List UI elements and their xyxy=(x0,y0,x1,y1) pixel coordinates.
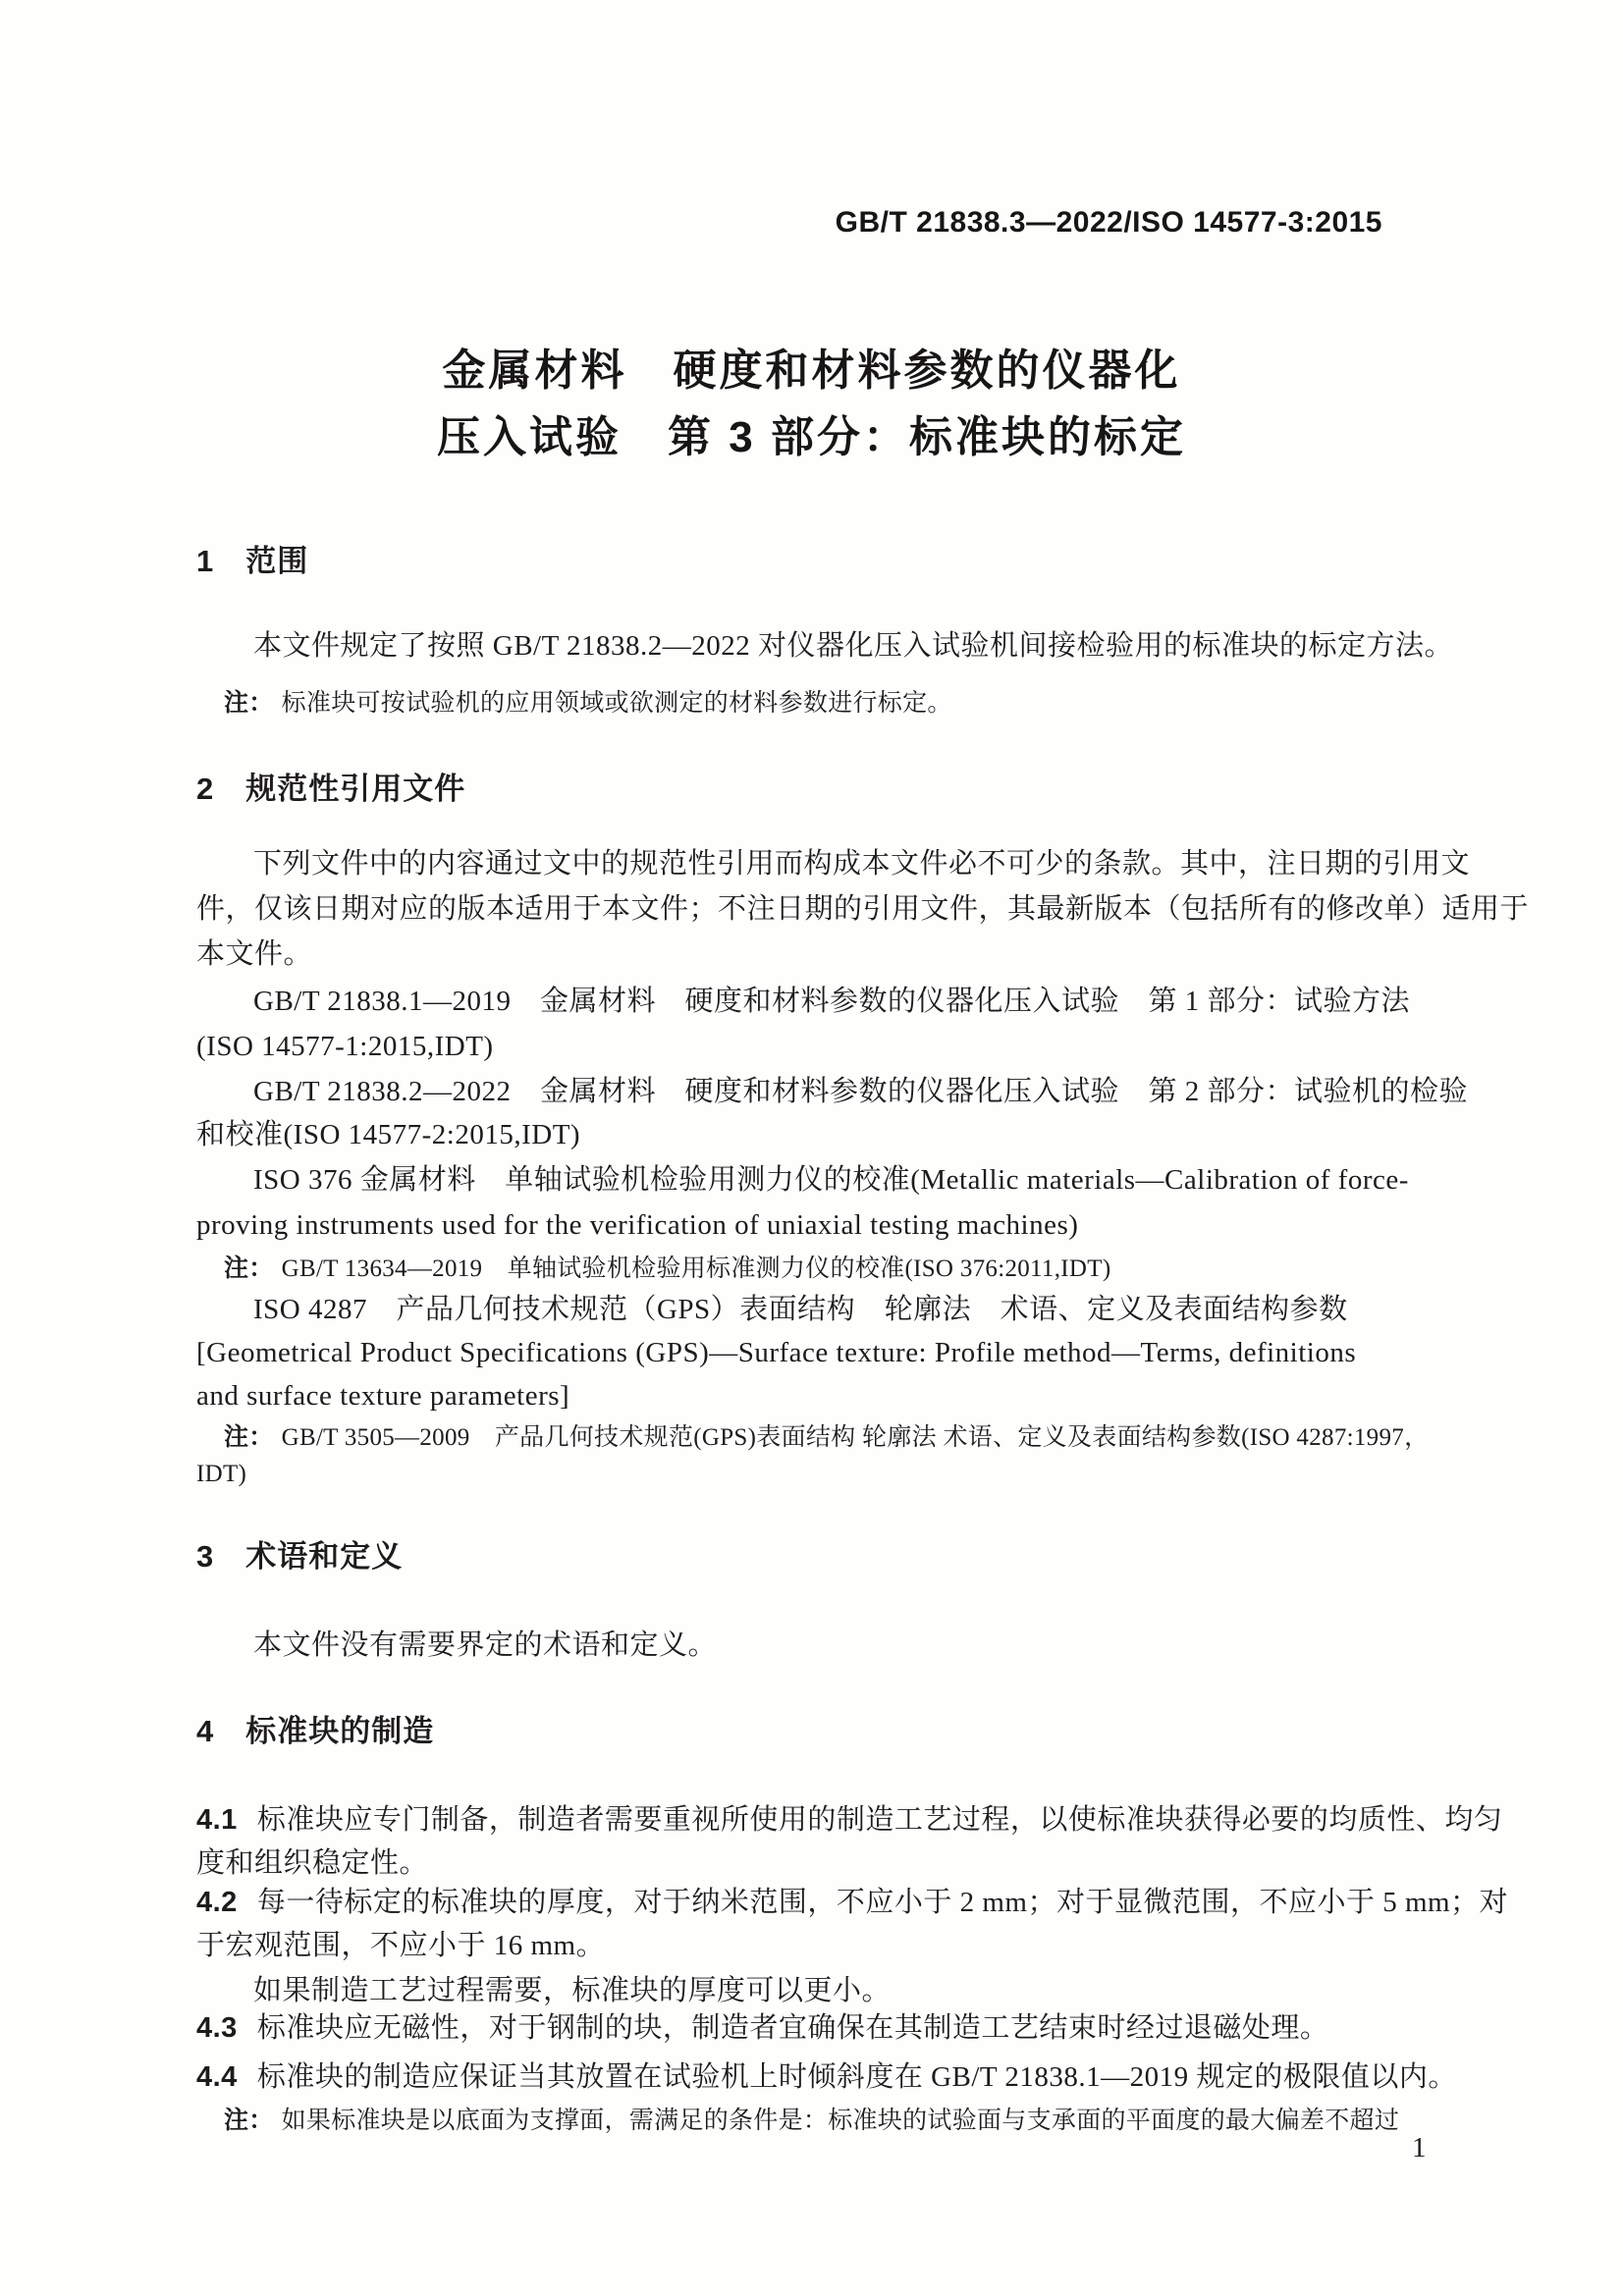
reference-3-line-2: proving instruments used for the verification of uniaxial testing machines) xyxy=(196,1209,1079,1241)
section-2-note-2-line-2: IDT) xyxy=(196,1461,247,1487)
note-text: 如果标准块是以底面为支撑面，需满足的条件是：标准块的试验面与支承面的平面度的最大偏差不超过 xyxy=(281,2108,1400,2134)
clause-4-2-line-1 xyxy=(196,1883,1509,1922)
reference-2-line-2: 和校准(ISO 14577-2:2015,IDT) xyxy=(196,1119,581,1150)
note-label: 注： xyxy=(224,689,274,717)
note-text: GB/T 13634—2019 单轴试验机检验用标准测力仪的校准(ISO 376:2011,IDT) xyxy=(281,1255,1111,1282)
section-2-intro-line-2: 件，仅该日期对应的版本适用于本文件；不注日期的引用文件，其最新版本（包括所有的修改单）适用于 xyxy=(196,893,1530,925)
note-label: 注： xyxy=(224,1255,274,1282)
document-title-line-1: 金属材料 硬度和材料参数的仪器化 xyxy=(442,347,1181,395)
clause-text: 每一待标定的标准块的厚度，对于纳米范围，不应小于 2 mm；对于显微范围，不应小于 5 mm；对 xyxy=(256,1887,1509,1918)
section-3-paragraph: 本文件没有需要界定的术语和定义。 xyxy=(253,1629,718,1661)
reference-4-line-2: [Geometrical Product Specifications (GPS)—Surface texture: Profile method—Terms, definitions xyxy=(196,1337,1357,1368)
clause-4-3 xyxy=(196,2008,1473,2048)
note-label: 注： xyxy=(224,2107,274,2134)
clause-4-1-line-2: 度和组织稳定性。 xyxy=(196,1847,429,1879)
section-2-note-2-line-1 xyxy=(196,1417,1500,1458)
section-1-heading: 1 范围 xyxy=(196,544,309,578)
note-label: 注： xyxy=(224,1423,274,1451)
page-number: 1 xyxy=(1412,2132,1427,2163)
section-1-note xyxy=(196,683,1500,723)
clause-text: 标准块的制造应保证当其放置在试验机上时倾斜度在 GB/T 21838.1—2019 规定的极限值以内。 xyxy=(256,2061,1457,2093)
section-2-heading: 2 规范性引用文件 xyxy=(196,772,466,806)
reference-4-line-3: and surface texture parameters] xyxy=(196,1380,570,1412)
clause-number: 4.3 xyxy=(196,2012,238,2044)
clause-4-2-extra-paragraph: 如果制造工艺过程需要，标准块的厚度可以更小。 xyxy=(253,1975,892,2006)
clause-4-2-line-2: 于宏观范围，不应小于 16 mm。 xyxy=(196,1930,606,1961)
clause-4-1-line-1 xyxy=(196,1800,1503,1840)
clause-number: 4.1 xyxy=(196,1804,238,1836)
section-3-heading: 3 术语和定义 xyxy=(196,1539,404,1574)
section-1-paragraph: 本文件规定了按照 GB/T 21838.2—2022 对仪器化压入试验机间接检验用的标准块的标定方法。 xyxy=(253,630,1454,662)
reference-4-line-1: ISO 4287 产品几何技术规范（GPS）表面结构 轮廓法 术语、定义及表面结构参数 xyxy=(253,1294,1348,1325)
clause-number: 4.4 xyxy=(196,2061,238,2093)
section-4-heading: 4 标准块的制造 xyxy=(196,1714,435,1748)
reference-2-line-1: GB/T 21838.2—2022 金属材料 硬度和材料参数的仪器化压入试验 第 2 部分：试验机的检验 xyxy=(253,1076,1469,1107)
clause-4-4 xyxy=(196,2057,1473,2097)
reference-3-line-1: ISO 376 金属材料 单轴试验机检验用测力仪的校准(Metallic materials—Calibration of force- xyxy=(253,1164,1409,1196)
clause-text: 标准块应专门制备，制造者需要重视所使用的制造工艺过程，以使标准块获得必要的均质性、均匀 xyxy=(256,1804,1503,1836)
section-4-note xyxy=(196,2101,1500,2141)
note-text: 标准块可按试验机的应用领域或欲测定的材料参数进行标定。 xyxy=(281,690,952,717)
note-text: GB/T 3505—2009 产品几何技术规范(GPS)表面结构 轮廓法 术语、定义及表面结构参数(ISO 4287:1997， xyxy=(281,1424,1430,1451)
standard-code: GB/T 21838.3—2022/ISO 14577-3:2015 xyxy=(835,206,1382,239)
section-2-intro-line-1: 下列文件中的内容通过文中的规范性引用而构成本文件必不可少的条款。其中，注日期的引用文 xyxy=(253,848,1471,880)
section-2-note-1 xyxy=(196,1249,1500,1289)
clause-number: 4.2 xyxy=(196,1887,238,1918)
clause-text: 标准块应无磁性，对于钢制的块，制造者宜确保在其制造工艺结束时经过退磁处理。 xyxy=(256,2012,1329,2044)
reference-1-line-2: (ISO 14577-1:2015,IDT) xyxy=(196,1031,494,1062)
section-2-intro-line-3: 本文件。 xyxy=(196,938,313,970)
reference-1-line-1: GB/T 21838.1—2019 金属材料 硬度和材料参数的仪器化压入试验 第 1 部分：试验方法 xyxy=(253,986,1411,1017)
document-title-line-2: 压入试验 第 3 部分：标准块的标定 xyxy=(437,413,1186,461)
